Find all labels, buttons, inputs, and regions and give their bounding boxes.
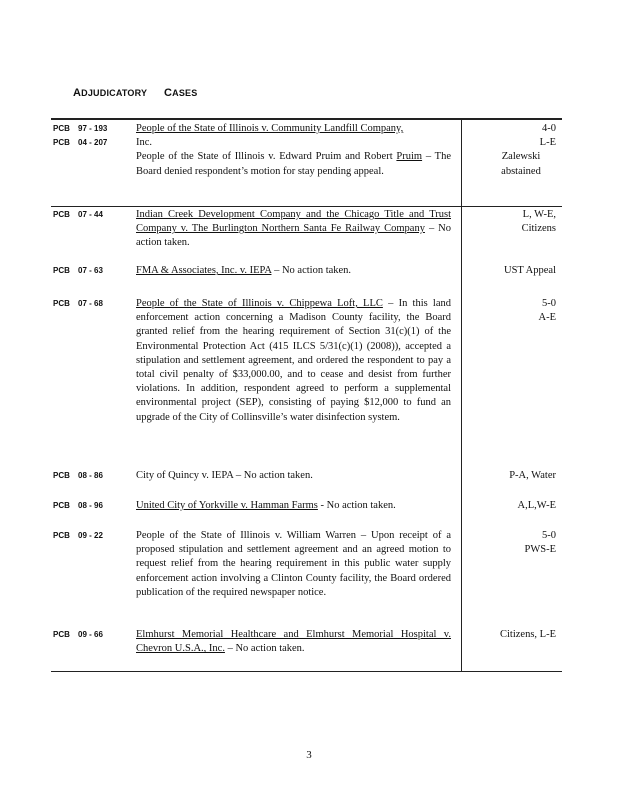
table-bottom-rule (51, 671, 562, 672)
case-title: Elmhurst Memorial Healthcare and Elmhurst Memorial Hospital v. Chevron U.S.A., Inc. (136, 629, 451, 655)
case-number: PCB 07 - 44 (53, 210, 103, 219)
case-vote: UST Appeal (503, 265, 556, 276)
heading-word-adjudicatory: ADJUDICATORY (73, 87, 148, 99)
case-summary: – The Board denied respondent’s motion for stay pending appeal. (136, 151, 452, 177)
case-description (136, 499, 451, 513)
page-number: 3 (306, 749, 312, 761)
case-number: PCB 08 - 96 (53, 501, 103, 510)
case-summary: – No action taken. (271, 265, 352, 276)
case-summary: – In this land enforcement action concerning a Madison County facility, the Board granted relief from the hearing requirement of Section 31(c)(1) of the Environmental Protection Act (415 ILCS 5/31(c)(1) (2008)), accepted a stipulation and settlement agreement, and ordered the respondent to pay a total civil penalty of $33,000.00, and to cease and desist from further violations. In addition, respondent agreed to perform a supplemental environmental project (SEP), consisting of paying $12,000 to fund an upgrade of the City of Collinsville’s water disinfection system. (136, 298, 451, 423)
case-vote: 5-0 A-E (538, 298, 556, 324)
case-title: FMA & Associates, Inc. v. IEPA (136, 265, 272, 276)
section-heading (73, 87, 198, 99)
case-title: City of Quincy v. IEPA (136, 470, 234, 481)
case-title: People of the State of Illinois v. Chippewa Loft, LLC (136, 298, 383, 309)
case-description (136, 529, 451, 600)
case-summary: – No action taken. (136, 223, 451, 249)
case-title: People of the State of Illinois v. Community Landfill Company, (136, 123, 404, 134)
case-description (136, 208, 451, 251)
case-vote: 4-0 L-E Zalewski abstained (501, 123, 556, 177)
case-vote: 5-0 PWS-E (524, 530, 556, 556)
case-description: People of the State of Illinois v. Community Landfill Company, Inc. People of the State of Illinois v. Edward Pruim and Robert Pruim – The Board denied respondent’s motion for stay pending appeal. (136, 123, 452, 177)
heading-word-cases: CASES (164, 87, 198, 99)
case-title: Indian Creek Development Company and the Chicago Title and Trust Company v. The Burlington Northern Santa Fe Railway Company (136, 209, 451, 235)
table-top-rule (51, 118, 562, 120)
case-vote: A,L,W-E (517, 500, 556, 511)
case-vote: L, W-E, Citizens (521, 209, 556, 235)
case-number: PCB 97 - 193 (53, 124, 108, 133)
cases-table (51, 118, 562, 672)
case-description (136, 628, 451, 656)
case-number: PCB 08 - 86 (53, 471, 103, 480)
case-number: PCB 09 - 66 (53, 630, 103, 639)
case-summary: – No action taken. (233, 470, 313, 481)
case-row (51, 122, 562, 207)
case-title: People of the State of Illinois v. William Warren (136, 530, 357, 541)
case-summary: - No action taken. (317, 500, 396, 511)
case-description (136, 264, 451, 278)
case-summary: – No action taken. (224, 643, 305, 655)
case-summary: – Upon receipt of a proposed stipulation and settlement agreement and an agreed motion to request relief from the hearing requirement in this public water supply enforcement action involving a Clinton County facility, the Board ordered publication of the required newspaper notice. (136, 530, 451, 598)
case-number: PCB 07 - 63 (53, 266, 103, 275)
case-number: PCB 09 - 22 (53, 531, 103, 540)
case-title: United City of Yorkville v. Hamman Farms (136, 500, 318, 511)
case-vote: P-A, Water (509, 470, 556, 481)
case-vote: Citizens, L-E (500, 629, 556, 640)
case-description (136, 469, 451, 483)
case-title: People of the State of Illinois v. Edward Pruim and Robert (136, 151, 393, 163)
case-number: PCB 04 - 207 (53, 138, 108, 147)
case-number: PCB 07 - 68 (53, 299, 103, 308)
case-description (136, 297, 451, 425)
